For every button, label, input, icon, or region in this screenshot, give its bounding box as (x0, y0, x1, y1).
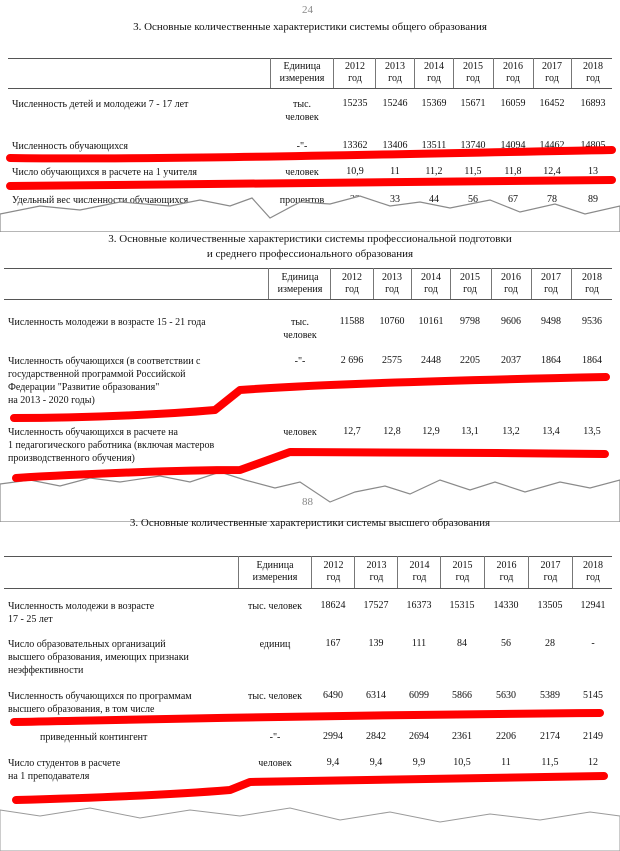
table-cell: 33 (390, 194, 400, 205)
year-header: 2015 год (463, 61, 483, 84)
table-cell: 5389 (540, 690, 560, 701)
table-cell: 16893 (580, 98, 606, 109)
row-unit: человек (283, 427, 317, 438)
year-header: 2016 год (503, 61, 523, 84)
table-cell: 67 (508, 194, 518, 205)
year-header: 2012 год (342, 272, 362, 295)
table-cell: 9,4 (369, 757, 383, 768)
row-unit: тыс. человек (248, 691, 302, 702)
table-cell: 2205 (460, 355, 480, 366)
table-cell: 12941 (580, 600, 606, 611)
table-cell: 17527 (363, 600, 389, 611)
table-cell: 78 (547, 194, 557, 205)
unit-header: Единица измерения (279, 61, 325, 84)
table-cell: 2174 (540, 731, 560, 742)
table-cell: 14094 (500, 140, 526, 151)
row-unit: тыс. человек (248, 601, 302, 612)
torn-paper-edge (0, 192, 620, 232)
table-cell: 111 (411, 638, 427, 649)
table-cell: 16373 (406, 600, 432, 611)
table-cell: 15246 (382, 98, 408, 109)
table-cell: 5145 (583, 690, 603, 701)
row-unit: процентов (279, 195, 325, 206)
table-cell: 10,5 (453, 757, 471, 768)
table-cell: 12,9 (422, 426, 440, 437)
table-cell: 16452 (539, 98, 565, 109)
table-cell: 11,5 (464, 166, 482, 177)
table-cell: 14462 (539, 140, 565, 151)
table-cell: 2 696 (340, 355, 364, 366)
table-cell: 11,8 (504, 166, 522, 177)
row-unit: -"- (269, 732, 281, 743)
year-header: 2017 год (542, 61, 562, 84)
table-cell: 13740 (460, 140, 486, 151)
table-cell: 13406 (382, 140, 408, 151)
year-header: 2014 год (424, 61, 444, 84)
row-label: Численность обучающихся (12, 141, 128, 152)
table-cell: 9536 (582, 316, 602, 327)
table-cell: 10161 (418, 316, 444, 327)
table-cell: 13,1 (461, 426, 479, 437)
table-cell: 11 (390, 166, 400, 177)
table-cell: 2037 (501, 355, 521, 366)
row-label: Численность обучающихся в расчете на 1 педагогического работника (включая мастеров производственного обучения) (8, 427, 215, 464)
table-cell: 28 (545, 638, 555, 649)
row-unit: -"- (296, 141, 308, 152)
row-label: Число образовательных организаций высшего образования, имеющих признаки неэффективности (8, 639, 189, 676)
table-cell: 18624 (320, 600, 346, 611)
table-cell: 2694 (409, 731, 429, 742)
marker-stroke (10, 180, 612, 186)
row-unit: -"- (294, 356, 306, 367)
table-cell: 9,9 (412, 757, 426, 768)
table-cell: 15671 (460, 98, 486, 109)
table-cell: 14805 (580, 140, 606, 151)
year-header: 2017 год (541, 272, 561, 295)
table-cell: 10,9 (346, 166, 364, 177)
year-header: 2014 год (409, 560, 430, 583)
table-cell: 6099 (409, 690, 429, 701)
table-cell: 9498 (541, 316, 561, 327)
table-cell: 2361 (452, 731, 472, 742)
unit-header: Единица измерения (252, 560, 298, 583)
year-header: 2018 год (582, 272, 602, 295)
table-cell: 14330 (493, 600, 519, 611)
table-cell: 11,5 (541, 757, 559, 768)
year-header: 2012 год (345, 61, 365, 84)
table-cell: 13505 (537, 600, 563, 611)
section-title-vocational-education: 3. Основные количественные характеристики системы профессиональной подготовки и среднего профессионального образования (108, 233, 512, 260)
page-number-top: 24 (302, 4, 313, 16)
table-cell: 15369 (421, 98, 447, 109)
year-header: 2012 год (323, 560, 344, 583)
year-header: 2015 год (460, 272, 480, 295)
table-cell: 5866 (452, 690, 472, 701)
table-cell: 16059 (500, 98, 526, 109)
table-cell: 11,2 (425, 166, 443, 177)
table-cell: 89 (588, 194, 598, 205)
row-unit: единиц (259, 639, 291, 650)
table-cell: 139 (368, 638, 384, 649)
table-cell: 56 (468, 194, 478, 205)
table-cell: 11588 (339, 316, 365, 327)
table-cell: 56 (501, 638, 511, 649)
table-cell: 5630 (496, 690, 516, 701)
row-unit: тыс. человек (285, 99, 319, 123)
row-label: Численность молодежи в возрасте 15 - 21 года (8, 317, 206, 328)
table-cell: 2994 (323, 731, 343, 742)
row-label: Число обучающихся в расчете на 1 учителя (12, 167, 197, 178)
table-cell: 15235 (342, 98, 368, 109)
row-unit: человек (258, 758, 292, 769)
table-cell: 6314 (366, 690, 386, 701)
row-label: Численность обучающихся по программам высшего образования, в том числе (8, 691, 192, 715)
row-label: Численность молодежи в возрасте 17 - 25 лет (8, 601, 155, 625)
table-cell: 13,5 (583, 426, 601, 437)
year-header: 2014 год (421, 272, 441, 295)
table-cell: 2842 (366, 731, 386, 742)
table-cell: 12,7 (343, 426, 361, 437)
year-header: 2013 год (385, 61, 405, 84)
unit-header: Единица измерения (277, 272, 323, 295)
table-cell: 1864 (582, 355, 602, 366)
table-cell: 2149 (583, 731, 603, 742)
table-cell: 13362 (342, 140, 368, 151)
table-cell: 11 (501, 757, 511, 768)
year-header: 2018 год (583, 560, 603, 583)
table-cell: 12 (588, 757, 598, 768)
section-title-general-education: 3. Основные количественные характеристики системы общего образования (133, 21, 487, 33)
table-cell: 13511 (421, 140, 447, 151)
table-cell: 9798 (460, 316, 480, 327)
table-cell: 9,4 (326, 757, 340, 768)
table-cell: 12,4 (543, 166, 561, 177)
table-cell: 10760 (379, 316, 405, 327)
row-label: Число студентов в расчете на 1 преподавателя (8, 758, 121, 782)
torn-paper-edge (0, 462, 620, 522)
table-cell: 167 (325, 638, 341, 649)
year-header: 2016 год (496, 560, 517, 583)
year-header: 2015 год (452, 560, 473, 583)
row-label: приведенный контингент (40, 732, 148, 743)
row-label: Численность детей и молодежи 7 - 17 лет (12, 99, 189, 110)
row-unit: тыс. человек (283, 317, 317, 341)
section-title-higher-education: 3. Основные количественные характеристики системы высшего образования (129, 517, 491, 529)
table-cell: 13,4 (542, 426, 560, 437)
year-header: 2016 год (501, 272, 521, 295)
table-cell: 15315 (449, 600, 475, 611)
table-cell: - (591, 638, 595, 649)
table-cell: 2448 (421, 355, 441, 366)
year-header: 2013 год (382, 272, 402, 295)
table-cell: 44 (429, 194, 439, 205)
table-cell: 13 (588, 166, 598, 177)
torn-paper-edge (0, 790, 620, 851)
year-header: 2013 год (366, 560, 387, 583)
table-cell: 12,8 (383, 426, 401, 437)
table-cell: 6490 (323, 690, 343, 701)
page-number-middle: 88 (302, 496, 313, 508)
table-cell: 1864 (541, 355, 561, 366)
table-cell: 2206 (496, 731, 516, 742)
year-header: 2018 год (583, 61, 603, 84)
table-cell: 13,2 (502, 426, 520, 437)
row-label: Удельный вес численности обучающихся (12, 195, 189, 206)
table-cell: 84 (457, 638, 467, 649)
row-unit: человек (285, 167, 319, 178)
row-label: Численность обучающихся (в соответствии с государственной программой Российской Федерации "Развитие образования" на 2013 - 2020 годы) (8, 356, 201, 406)
year-header: 2017 год (540, 560, 561, 583)
table-cell: 2575 (382, 355, 402, 366)
table-cell: 9606 (501, 316, 521, 327)
